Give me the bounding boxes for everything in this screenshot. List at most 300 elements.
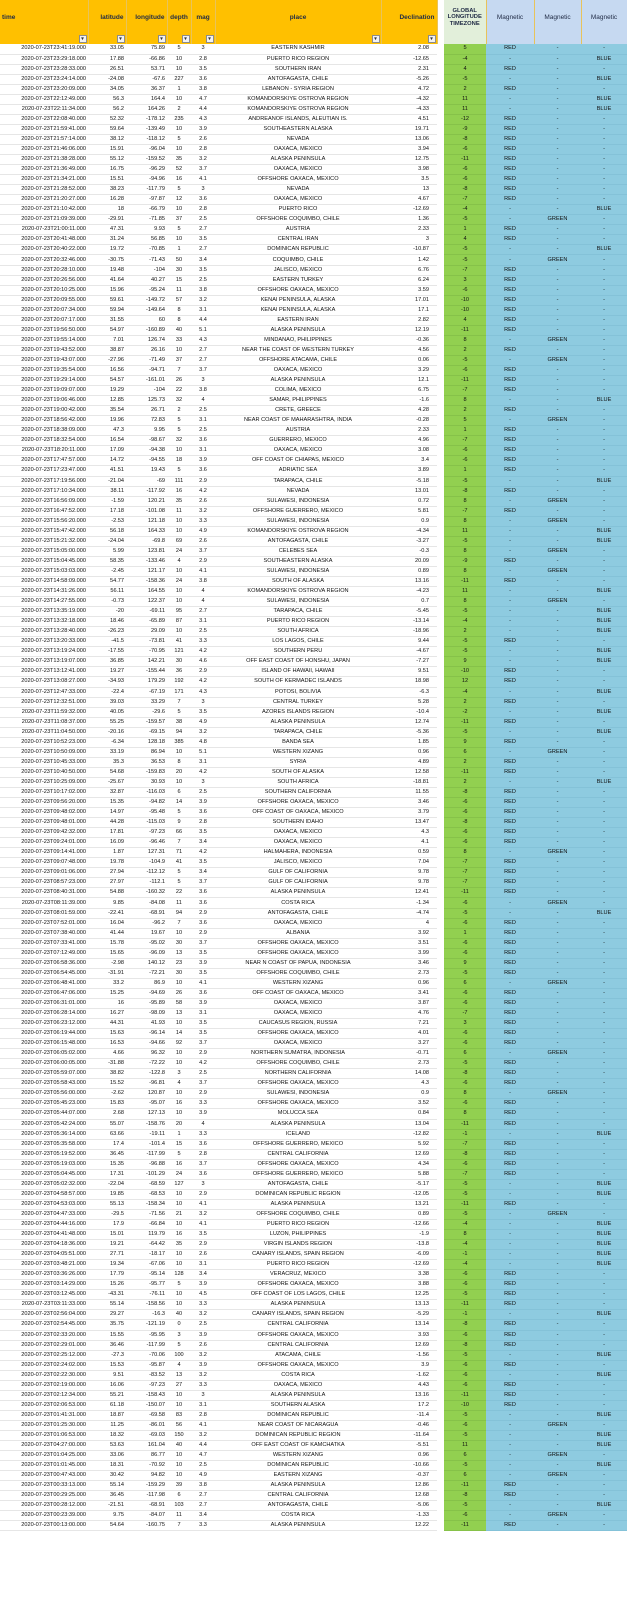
cell-depth[interactable]: 9 (167, 818, 191, 828)
cell-place[interactable]: NEAR THE COAST OF WESTERN TURKEY (215, 345, 381, 355)
cell-mag[interactable]: 3.1 (191, 757, 215, 767)
cell-time[interactable]: 2020-07-23T18:20:11.000 (0, 446, 88, 456)
cell-time[interactable]: 2020-07-23T23:24:14.000 (0, 74, 88, 84)
cell-magnetic-1[interactable]: - (486, 617, 534, 627)
cell-depth[interactable]: 30 (167, 265, 191, 275)
cell-timezone[interactable]: -6 (444, 918, 486, 928)
cell-time[interactable]: 2020-07-23T08:11:39.000 (0, 898, 88, 908)
cell-timezone[interactable]: 6 (444, 978, 486, 988)
cell-magnetic-2[interactable]: - (534, 1099, 581, 1109)
cell-place[interactable]: OFFSHORE OAXACA, MEXICO (215, 1079, 381, 1089)
cell-latitude[interactable]: 17.81 (88, 828, 126, 838)
cell-timezone[interactable]: -8 (444, 1320, 486, 1330)
cell-depth[interactable]: 227 (167, 74, 191, 84)
cell-time[interactable]: 2020-07-23T03:48:21.000 (0, 1260, 88, 1270)
cell-mag[interactable]: 4 (191, 396, 215, 406)
cell-latitude[interactable]: 16.27 (88, 1009, 126, 1019)
cell-magnetic-2[interactable]: - (534, 587, 581, 597)
cell-time[interactable]: 2020-07-23T20:07:34.000 (0, 305, 88, 315)
cell-depth[interactable]: 10 (167, 587, 191, 597)
cell-depth[interactable]: 38 (167, 717, 191, 727)
cell-magnetic-1[interactable]: RED (486, 456, 534, 466)
cell-mag[interactable]: 3.6 (191, 988, 215, 998)
cell-magnetic-3[interactable]: - (581, 1049, 627, 1059)
cell-magnetic-3[interactable]: - (581, 406, 627, 416)
column-header-latitude[interactable]: latitude (88, 0, 126, 35)
cell-place[interactable]: OAXACA, MEXICO (215, 1039, 381, 1049)
cell-timezone[interactable]: -11 (444, 1390, 486, 1400)
cell-declination[interactable]: -5.06 (381, 1501, 437, 1511)
cell-place[interactable]: SOUTHERN IRAN (215, 64, 381, 74)
cell-mag[interactable]: 4.3 (191, 335, 215, 345)
cell-place[interactable]: OAXACA, MEXICO (215, 838, 381, 848)
cell-time[interactable]: 2020-07-23T11:04:50.000 (0, 727, 88, 737)
cell-magnetic-1[interactable]: - (486, 777, 534, 787)
cell-mag[interactable]: 4.8 (191, 737, 215, 747)
cell-longitude[interactable]: -95.89 (126, 998, 167, 1008)
cell-latitude[interactable]: 59.61 (88, 295, 126, 305)
cell-place[interactable]: MOLUCCA SEA (215, 1109, 381, 1119)
cell-magnetic-1[interactable]: RED (486, 697, 534, 707)
cell-longitude[interactable]: -73.81 (126, 637, 167, 647)
cell-declination[interactable]: -18.96 (381, 627, 437, 637)
cell-depth[interactable]: 10 (167, 446, 191, 456)
cell-timezone[interactable]: 11 (444, 587, 486, 597)
cell-magnetic-2[interactable]: - (534, 1250, 581, 1260)
cell-latitude[interactable]: 15.83 (88, 1099, 126, 1109)
cell-depth[interactable]: 41 (167, 637, 191, 647)
cell-latitude[interactable]: 9.51 (88, 1370, 126, 1380)
cell-place[interactable]: SOUTH OF ALASKA (215, 576, 381, 586)
cell-declination[interactable]: 18.98 (381, 677, 437, 687)
cell-magnetic-2[interactable]: - (534, 285, 581, 295)
cell-mag[interactable]: 3.5 (191, 1019, 215, 1029)
cell-place[interactable]: ALASKA PENINSULA (215, 155, 381, 165)
cell-timezone[interactable]: -4 (444, 1240, 486, 1250)
cell-magnetic-1[interactable]: RED (486, 1199, 534, 1209)
cell-longitude[interactable]: 179.29 (126, 677, 167, 687)
cell-latitude[interactable]: 27.71 (88, 1250, 126, 1260)
cell-time[interactable]: 2020-07-23T07:38:40.000 (0, 928, 88, 938)
cell-timezone[interactable]: -11 (444, 576, 486, 586)
cell-declination[interactable]: 3.98 (381, 165, 437, 175)
cell-declination[interactable]: 3.4 (381, 456, 437, 466)
cell-depth[interactable]: 100 (167, 1350, 191, 1360)
cell-latitude[interactable]: 15.55 (88, 1330, 126, 1340)
cell-latitude[interactable]: 17.18 (88, 506, 126, 516)
cell-magnetic-1[interactable]: RED (486, 486, 534, 496)
cell-longitude[interactable]: 140.12 (126, 958, 167, 968)
cell-time[interactable]: 2020-07-23T21:10:42.000 (0, 205, 88, 215)
cell-declination[interactable]: 0.89 (381, 566, 437, 576)
cell-magnetic-3[interactable]: - (581, 1330, 627, 1340)
cell-mag[interactable]: 3.6 (191, 1169, 215, 1179)
cell-declination[interactable]: 4.3 (381, 1079, 437, 1089)
cell-magnetic-3[interactable]: - (581, 315, 627, 325)
cell-time[interactable]: 2020-07-23T17:47:57.000 (0, 456, 88, 466)
cell-mag[interactable]: 3.3 (191, 516, 215, 526)
cell-latitude[interactable]: 19.29 (88, 386, 126, 396)
cell-longitude[interactable]: -84.08 (126, 898, 167, 908)
cell-latitude[interactable]: 38.11 (88, 486, 126, 496)
cell-latitude[interactable]: 15.25 (88, 988, 126, 998)
cell-magnetic-3[interactable]: - (581, 466, 627, 476)
cell-timezone[interactable]: -11 (444, 1481, 486, 1491)
cell-magnetic-3[interactable]: - (581, 1521, 627, 1531)
cell-depth[interactable]: 10 (167, 1300, 191, 1310)
cell-declination[interactable]: -5.36 (381, 727, 437, 737)
cell-place[interactable]: PUERTO RICO REGION (215, 1260, 381, 1270)
cell-magnetic-2[interactable]: - (534, 1129, 581, 1139)
cell-magnetic-1[interactable]: - (486, 335, 534, 345)
cell-longitude[interactable]: 128.18 (126, 737, 167, 747)
cell-declination[interactable]: 3.89 (381, 466, 437, 476)
cell-declination[interactable]: 0.96 (381, 978, 437, 988)
cell-longitude[interactable]: -70.06 (126, 1350, 167, 1360)
cell-mag[interactable]: 4.2 (191, 848, 215, 858)
cell-declination[interactable]: -12.69 (381, 205, 437, 215)
cell-magnetic-3[interactable]: BLUE (581, 627, 627, 637)
cell-place[interactable]: OFF COAST OF OAXACA, MEXICO (215, 808, 381, 818)
cell-magnetic-1[interactable]: - (486, 1441, 534, 1451)
cell-magnetic-1[interactable]: RED (486, 285, 534, 295)
cell-declination[interactable]: -1.9 (381, 1230, 437, 1240)
cell-mag[interactable]: 3.9 (191, 998, 215, 1008)
cell-place[interactable]: SULAWESI, INDONESIA (215, 566, 381, 576)
cell-longitude[interactable]: 121.18 (126, 516, 167, 526)
cell-mag[interactable]: 3.9 (191, 798, 215, 808)
cell-timezone[interactable]: -4 (444, 1260, 486, 1270)
cell-magnetic-3[interactable]: - (581, 225, 627, 235)
cell-timezone[interactable]: -6 (444, 998, 486, 1008)
cell-depth[interactable]: 40 (167, 325, 191, 335)
cell-magnetic-3[interactable]: - (581, 486, 627, 496)
cell-magnetic-1[interactable]: - (486, 1501, 534, 1511)
cell-latitude[interactable]: -20 (88, 607, 126, 617)
cell-mag[interactable]: 3.4 (191, 1511, 215, 1521)
cell-mag[interactable]: 2.5 (191, 787, 215, 797)
cell-magnetic-1[interactable]: RED (486, 1069, 534, 1079)
cell-longitude[interactable]: -97.23 (126, 1380, 167, 1390)
cell-mag[interactable]: 3.1 (191, 1260, 215, 1270)
cell-magnetic-2[interactable]: - (534, 858, 581, 868)
cell-magnetic-3[interactable]: - (581, 1300, 627, 1310)
cell-declination[interactable]: 2.33 (381, 225, 437, 235)
cell-time[interactable]: 2020-07-23T05:56:00.000 (0, 1089, 88, 1099)
cell-declination[interactable]: -11.64 (381, 1430, 437, 1440)
cell-time[interactable]: 2020-07-23T03:14:29.000 (0, 1280, 88, 1290)
cell-place[interactable]: KOMANDORSKIYE OSTROVA REGION (215, 587, 381, 597)
cell-latitude[interactable]: -29.5 (88, 1209, 126, 1219)
cell-time[interactable]: 2020-07-23T05:42:24.000 (0, 1119, 88, 1129)
cell-depth[interactable]: 5 (167, 868, 191, 878)
cell-time[interactable]: 2020-07-23T19:55:14.000 (0, 335, 88, 345)
cell-depth[interactable]: 37 (167, 355, 191, 365)
cell-magnetic-3[interactable]: - (581, 436, 627, 446)
cell-longitude[interactable]: -112.1 (126, 878, 167, 888)
cell-timezone[interactable]: -6 (444, 1420, 486, 1430)
cell-latitude[interactable]: 33.06 (88, 1451, 126, 1461)
cell-time[interactable]: 2020-07-23T10:40:50.000 (0, 767, 88, 777)
filter-dropdown-icon[interactable]: ▾ (206, 35, 214, 43)
cell-latitude[interactable]: 55.12 (88, 155, 126, 165)
cell-place[interactable]: ALASKA PENINSULA (215, 888, 381, 898)
cell-longitude[interactable]: 26.16 (126, 345, 167, 355)
cell-depth[interactable]: 11 (167, 1511, 191, 1521)
cell-time[interactable]: 2020-07-23T06:05:02.000 (0, 1049, 88, 1059)
cell-magnetic-2[interactable]: - (534, 1039, 581, 1049)
cell-magnetic-1[interactable]: - (486, 94, 534, 104)
cell-mag[interactable]: 3.9 (191, 1360, 215, 1370)
cell-magnetic-3[interactable]: - (581, 386, 627, 396)
cell-depth[interactable]: 6 (167, 1491, 191, 1501)
cell-longitude[interactable]: -97.23 (126, 828, 167, 838)
cell-magnetic-1[interactable]: RED (486, 737, 534, 747)
cell-mag[interactable]: 3.2 (191, 295, 215, 305)
cell-longitude[interactable]: 30.93 (126, 777, 167, 787)
cell-mag[interactable]: 2.8 (191, 818, 215, 828)
cell-timezone[interactable]: -7 (444, 265, 486, 275)
cell-magnetic-1[interactable]: RED (486, 1109, 534, 1119)
cell-declination[interactable]: 2.73 (381, 1059, 437, 1069)
cell-mag[interactable]: 2.9 (191, 1089, 215, 1099)
cell-time[interactable]: 2020-07-23T12:32:51.000 (0, 697, 88, 707)
cell-depth[interactable]: 26 (167, 376, 191, 386)
cell-time[interactable]: 2020-07-23T15:56:20.000 (0, 516, 88, 526)
cell-latitude[interactable]: 33.05 (88, 44, 126, 54)
cell-magnetic-1[interactable]: RED (486, 878, 534, 888)
cell-magnetic-1[interactable]: RED (486, 265, 534, 275)
cell-magnetic-1[interactable]: - (486, 1350, 534, 1360)
cell-mag[interactable]: 3.5 (191, 235, 215, 245)
cell-magnetic-3[interactable]: - (581, 858, 627, 868)
cell-magnetic-2[interactable]: - (534, 275, 581, 285)
cell-place[interactable]: NEVADA (215, 486, 381, 496)
cell-timezone[interactable]: -5 (444, 355, 486, 365)
cell-declination[interactable]: 14.08 (381, 1069, 437, 1079)
cell-mag[interactable]: 3.5 (191, 828, 215, 838)
cell-place[interactable]: KOMANDORSKIYE OSTROVA REGION (215, 526, 381, 536)
cell-longitude[interactable]: -18.17 (126, 1250, 167, 1260)
cell-depth[interactable]: 14 (167, 1029, 191, 1039)
cell-place[interactable]: OFFSHORE OAXACA, MEXICO (215, 1159, 381, 1169)
cell-magnetic-1[interactable]: - (486, 1410, 534, 1420)
cell-declination[interactable]: 13.04 (381, 1119, 437, 1129)
cell-longitude[interactable]: -96.09 (126, 948, 167, 958)
cell-longitude[interactable]: 41.93 (126, 1019, 167, 1029)
cell-magnetic-2[interactable]: - (534, 245, 581, 255)
cell-magnetic-3[interactable]: - (581, 235, 627, 245)
cell-timezone[interactable]: 3 (444, 1019, 486, 1029)
cell-time[interactable]: 2020-07-23T18:38:09.000 (0, 426, 88, 436)
cell-magnetic-2[interactable]: GREEN (534, 1420, 581, 1430)
cell-place[interactable]: ALASKA PENINSULA (215, 1199, 381, 1209)
cell-declination[interactable]: 4.1 (381, 838, 437, 848)
cell-time[interactable]: 2020-07-23T05:45:23.000 (0, 1099, 88, 1109)
cell-magnetic-3[interactable]: - (581, 185, 627, 195)
cell-mag[interactable]: 2.5 (191, 1461, 215, 1471)
cell-longitude[interactable]: -96.14 (126, 1029, 167, 1039)
cell-declination[interactable]: 17.2 (381, 1400, 437, 1410)
cell-longitude[interactable]: -115.03 (126, 818, 167, 828)
cell-time[interactable]: 2020-07-23T08:57:23.000 (0, 878, 88, 888)
cell-place[interactable]: SOUTHERN ALASKA (215, 1400, 381, 1410)
cell-place[interactable]: OFF COAST OF OAXACA, MEXICO (215, 988, 381, 998)
cell-place[interactable]: OFFSHORE OAXACA, MEXICO (215, 798, 381, 808)
cell-depth[interactable]: 0 (167, 1320, 191, 1330)
cell-time[interactable]: 2020-07-23T21:57:14.000 (0, 134, 88, 144)
cell-magnetic-2[interactable]: - (534, 1360, 581, 1370)
cell-latitude[interactable]: -24.08 (88, 74, 126, 84)
cell-magnetic-1[interactable]: RED (486, 1149, 534, 1159)
cell-time[interactable]: 2020-07-23T00:28:12.000 (0, 1501, 88, 1511)
cell-magnetic-2[interactable]: - (534, 787, 581, 797)
cell-place[interactable]: ALBANIA (215, 928, 381, 938)
cell-latitude[interactable]: -6.34 (88, 737, 126, 747)
cell-longitude[interactable]: -96.81 (126, 1079, 167, 1089)
cell-depth[interactable]: 103 (167, 1501, 191, 1511)
cell-magnetic-1[interactable]: - (486, 687, 534, 697)
cell-depth[interactable]: 128 (167, 1270, 191, 1280)
cell-time[interactable]: 2020-07-23T13:19:07.000 (0, 657, 88, 667)
cell-depth[interactable]: 3 (167, 1330, 191, 1340)
cell-declination[interactable]: 12.22 (381, 1521, 437, 1531)
cell-depth[interactable]: 71 (167, 848, 191, 858)
cell-latitude[interactable]: 19.78 (88, 858, 126, 868)
cell-mag[interactable]: 3.9 (191, 1280, 215, 1290)
cell-place[interactable]: COSTA RICA (215, 898, 381, 908)
cell-mag[interactable]: 2.6 (191, 134, 215, 144)
cell-depth[interactable]: 10 (167, 1290, 191, 1300)
cell-time[interactable]: 2020-07-23T20:41:48.000 (0, 235, 88, 245)
cell-time[interactable]: 2020-07-23T04:05:51.000 (0, 1250, 88, 1260)
cell-time[interactable]: 2020-07-23T22:08:40.000 (0, 114, 88, 124)
cell-timezone[interactable]: -11 (444, 155, 486, 165)
cell-magnetic-3[interactable]: - (581, 1380, 627, 1390)
cell-timezone[interactable]: -7 (444, 195, 486, 205)
cell-place[interactable]: JALISCO, MEXICO (215, 265, 381, 275)
cell-latitude[interactable]: 54.97 (88, 325, 126, 335)
cell-magnetic-2[interactable]: - (534, 54, 581, 64)
cell-time[interactable]: 2020-07-23T16:47:52.000 (0, 506, 88, 516)
cell-magnetic-1[interactable]: RED (486, 677, 534, 687)
cell-magnetic-1[interactable]: - (486, 1370, 534, 1380)
column-header-timezone[interactable]: GLOBAL LONGITUDE TIMEZONE (444, 0, 486, 35)
cell-time[interactable]: 2020-07-23T21:46:06.000 (0, 144, 88, 154)
cell-latitude[interactable]: -27.96 (88, 355, 126, 365)
cell-place[interactable]: DOMINICAN REPUBLIC (215, 1410, 381, 1420)
cell-time[interactable]: 2020-07-23T09:48:01.000 (0, 818, 88, 828)
cell-magnetic-2[interactable]: GREEN (534, 978, 581, 988)
cell-latitude[interactable]: 55.13 (88, 1199, 126, 1209)
cell-time[interactable]: 2020-07-23T00:33:13.000 (0, 1481, 88, 1491)
cell-depth[interactable]: 5 (167, 185, 191, 195)
cell-longitude[interactable]: -70.92 (126, 1461, 167, 1471)
cell-depth[interactable]: 7 (167, 918, 191, 928)
cell-place[interactable]: TARAPACA, CHILE (215, 607, 381, 617)
cell-magnetic-3[interactable]: - (581, 868, 627, 878)
cell-place[interactable]: ICELAND (215, 1129, 381, 1139)
cell-magnetic-2[interactable]: - (534, 526, 581, 536)
cell-mag[interactable]: 4.2 (191, 647, 215, 657)
cell-longitude[interactable]: 86.77 (126, 1451, 167, 1461)
cell-magnetic-1[interactable]: - (486, 566, 534, 576)
cell-time[interactable]: 2020-07-23T04:58:57.000 (0, 1189, 88, 1199)
cell-time[interactable]: 2020-07-23T02:06:53.000 (0, 1400, 88, 1410)
cell-magnetic-1[interactable]: - (486, 546, 534, 556)
cell-declination[interactable]: -13.8 (381, 1240, 437, 1250)
cell-declination[interactable]: -4.34 (381, 526, 437, 536)
cell-time[interactable]: 2020-07-23T11:59:32.000 (0, 707, 88, 717)
cell-timezone[interactable]: -10 (444, 305, 486, 315)
cell-place[interactable]: NEAR N COAST OF PAPUA, INDONESIA (215, 958, 381, 968)
cell-magnetic-1[interactable]: RED (486, 275, 534, 285)
cell-timezone[interactable]: -5 (444, 1059, 486, 1069)
cell-place[interactable]: OAXACA, MEXICO (215, 918, 381, 928)
cell-depth[interactable]: 11 (167, 898, 191, 908)
cell-declination[interactable]: 5.28 (381, 697, 437, 707)
cell-timezone[interactable]: -6 (444, 838, 486, 848)
cell-declination[interactable]: 6.76 (381, 265, 437, 275)
cell-declination[interactable]: -12.05 (381, 1189, 437, 1199)
cell-depth[interactable]: 12 (167, 195, 191, 205)
cell-magnetic-3[interactable]: - (581, 968, 627, 978)
cell-mag[interactable]: 3.9 (191, 1330, 215, 1340)
cell-magnetic-1[interactable]: - (486, 1179, 534, 1189)
cell-declination[interactable]: 4.51 (381, 114, 437, 124)
cell-declination[interactable]: 2.31 (381, 64, 437, 74)
cell-time[interactable]: 2020-07-23T21:00:11.000 (0, 225, 88, 235)
cell-time[interactable]: 2020-07-23T02:24:02.000 (0, 1360, 88, 1370)
cell-latitude[interactable]: -20.16 (88, 727, 126, 737)
cell-time[interactable]: 2020-07-23T13:32:18.000 (0, 617, 88, 627)
cell-time[interactable]: 2020-07-23T08:40:31.000 (0, 888, 88, 898)
cell-longitude[interactable]: -96.29 (126, 165, 167, 175)
cell-declination[interactable]: -6.09 (381, 1250, 437, 1260)
cell-depth[interactable]: 30 (167, 657, 191, 667)
cell-latitude[interactable]: 55.14 (88, 1481, 126, 1491)
cell-declination[interactable]: -5.18 (381, 476, 437, 486)
cell-latitude[interactable]: -30.75 (88, 255, 126, 265)
cell-magnetic-1[interactable]: RED (486, 888, 534, 898)
cell-magnetic-1[interactable]: - (486, 1049, 534, 1059)
cell-time[interactable]: 2020-07-23T21:59:41.000 (0, 124, 88, 134)
cell-mag[interactable]: 2.6 (191, 1250, 215, 1260)
cell-longitude[interactable]: -117.98 (126, 1491, 167, 1501)
cell-longitude[interactable]: 126.74 (126, 335, 167, 345)
cell-magnetic-2[interactable]: - (534, 717, 581, 727)
cell-timezone[interactable]: -8 (444, 486, 486, 496)
cell-depth[interactable]: 7 (167, 1521, 191, 1531)
cell-depth[interactable]: 32 (167, 436, 191, 446)
cell-magnetic-1[interactable]: RED (486, 235, 534, 245)
cell-place[interactable]: CENTRAL TURKEY (215, 697, 381, 707)
cell-magnetic-2[interactable]: - (534, 627, 581, 637)
cell-mag[interactable]: 3.4 (191, 868, 215, 878)
cell-mag[interactable]: 4.3 (191, 687, 215, 697)
cell-mag[interactable]: 2.5 (191, 426, 215, 436)
cell-declination[interactable]: 4.43 (381, 1380, 437, 1390)
cell-magnetic-3[interactable]: BLUE (581, 1240, 627, 1250)
cell-magnetic-1[interactable]: RED (486, 667, 534, 677)
cell-timezone[interactable]: 2 (444, 697, 486, 707)
cell-declination[interactable]: -4.74 (381, 908, 437, 918)
cell-place[interactable]: OFFSHORE OAXACA, MEXICO (215, 1099, 381, 1109)
cell-timezone[interactable]: -5 (444, 727, 486, 737)
cell-longitude[interactable]: -158.43 (126, 1390, 167, 1400)
cell-magnetic-1[interactable]: RED (486, 818, 534, 828)
cell-time[interactable]: 2020-07-23T04:27:00.000 (0, 1441, 88, 1451)
